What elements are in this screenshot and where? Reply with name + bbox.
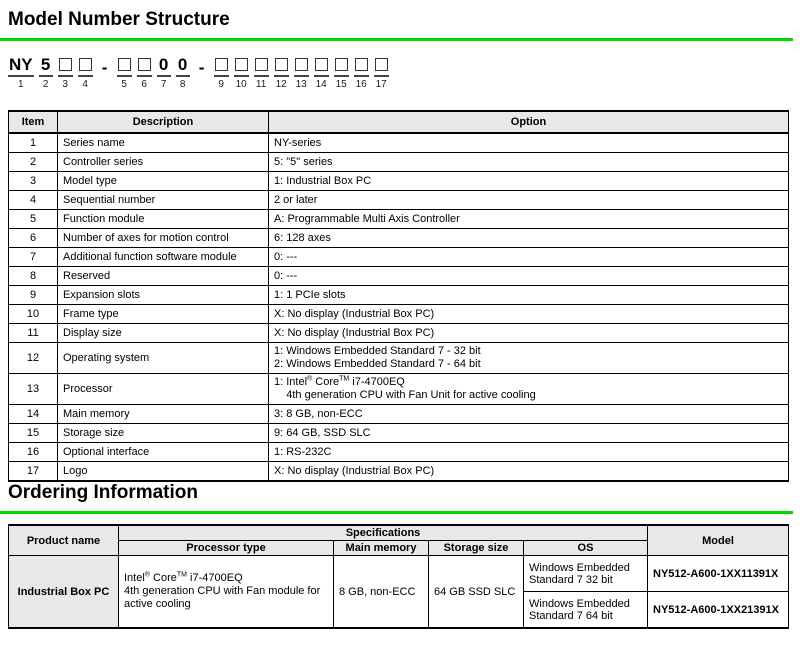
model-code bbox=[8, 55, 807, 90]
model-code-position-11 bbox=[254, 58, 269, 90]
model-code-position-16 bbox=[354, 58, 369, 90]
ordering-information-title: Ordering Information bbox=[8, 482, 198, 503]
item-cell: 12 bbox=[9, 343, 58, 374]
position-number: 14 bbox=[315, 79, 327, 90]
model-code-position-2: 5 2 bbox=[39, 58, 53, 90]
empty-digit-box bbox=[295, 58, 308, 71]
option-cell bbox=[269, 286, 789, 305]
empty-digit-box bbox=[215, 58, 228, 71]
description-cell: Logo bbox=[58, 462, 269, 482]
option-cell bbox=[269, 229, 789, 248]
header-processor-type: Processor type bbox=[119, 541, 334, 556]
model-table-row bbox=[9, 286, 789, 305]
description-cell: Processor bbox=[58, 374, 269, 405]
model-code-position-6 bbox=[137, 58, 152, 90]
text-line: 4th generation CPU with Fan Unit for active cooling bbox=[274, 389, 536, 401]
position-number: 12 bbox=[275, 79, 287, 90]
model-table-body bbox=[9, 133, 789, 481]
text-line: 1: 1 PCIe slots bbox=[274, 288, 346, 301]
text-line: 0: --- bbox=[274, 269, 298, 282]
header-os: OS bbox=[524, 541, 648, 556]
empty-digit-box bbox=[355, 58, 368, 71]
text-line: 1: Industrial Box PC bbox=[274, 174, 372, 187]
model-code-position-9 bbox=[214, 58, 229, 90]
model-table-row bbox=[9, 424, 789, 443]
item-cell: 13 bbox=[9, 374, 58, 405]
item-cell: 1 bbox=[9, 133, 58, 153]
model-table-row bbox=[9, 210, 789, 229]
model-table-row bbox=[9, 374, 789, 405]
model-number-table bbox=[8, 110, 789, 482]
text-line: 4th generation CPU with Fan module for active cooling bbox=[124, 585, 324, 610]
item-cell: 3 bbox=[9, 172, 58, 191]
model-code-position-7: 0 7 bbox=[157, 58, 171, 90]
header-product-name: Product name bbox=[9, 525, 119, 556]
ordering-table-wrap bbox=[0, 524, 807, 629]
text-line: X: No display (Industrial Box PC) bbox=[274, 464, 435, 477]
text-line: 9: 64 GB, SSD SLC bbox=[274, 426, 371, 439]
empty-digit-box bbox=[235, 58, 248, 71]
position-number: 1 bbox=[18, 79, 24, 90]
empty-digit-box bbox=[335, 58, 348, 71]
description-cell: Frame type bbox=[58, 305, 269, 324]
option-cell bbox=[269, 374, 789, 405]
model-code-position-5 bbox=[117, 58, 132, 90]
model-table-row bbox=[9, 443, 789, 462]
ordering-processor-cell bbox=[119, 556, 334, 629]
text-line: 2 or later bbox=[274, 193, 318, 206]
option-cell bbox=[269, 153, 789, 172]
position-number: 15 bbox=[335, 79, 347, 90]
option-cell bbox=[269, 133, 789, 153]
model-code-position-13 bbox=[294, 58, 309, 90]
item-cell: 14 bbox=[9, 405, 58, 424]
description-cell: Additional function software module bbox=[58, 248, 269, 267]
model-code-position-17 bbox=[374, 58, 389, 90]
position-number: 10 bbox=[235, 79, 247, 90]
description-cell: Reserved bbox=[58, 267, 269, 286]
ordering-row-32bit bbox=[9, 556, 789, 592]
description-cell: Display size bbox=[58, 324, 269, 343]
position-number: 4 bbox=[82, 79, 88, 90]
item-cell: 7 bbox=[9, 248, 58, 267]
ordering-header-row-1 bbox=[9, 525, 789, 541]
header-specifications: Specifications bbox=[119, 525, 648, 541]
option-cell bbox=[269, 424, 789, 443]
main-memory-cell: 8 GB, non-ECC bbox=[334, 556, 429, 629]
description-cell: Operating system bbox=[58, 343, 269, 374]
description-cell: Number of axes for motion control bbox=[58, 229, 269, 248]
item-cell: 11 bbox=[9, 324, 58, 343]
model-code-position-10 bbox=[234, 58, 249, 90]
empty-digit-box bbox=[138, 58, 151, 71]
text-line: 5: "5" series bbox=[274, 155, 333, 168]
model-number-table-wrap bbox=[0, 110, 807, 482]
option-cell bbox=[269, 324, 789, 343]
text-line: 2: Windows Embedded Standard 7 - 64 bit bbox=[274, 358, 481, 370]
option-cell bbox=[269, 343, 789, 374]
model-code-dash: - bbox=[198, 58, 205, 77]
os-cell: Windows Embedded Standard 7 32 bit bbox=[524, 556, 648, 592]
model-table-row bbox=[9, 305, 789, 324]
model-code-position-15 bbox=[334, 58, 349, 90]
model-table-row bbox=[9, 248, 789, 267]
description-cell: Optional interface bbox=[58, 443, 269, 462]
description-cell: Function module bbox=[58, 210, 269, 229]
item-cell: 4 bbox=[9, 191, 58, 210]
text-line: 1: RS-232C bbox=[274, 445, 332, 458]
option-cell bbox=[269, 210, 789, 229]
option-cell bbox=[269, 267, 789, 286]
text-line: 6: 128 axes bbox=[274, 231, 331, 244]
text-line: 1: Windows Embedded Standard 7 - 32 bit bbox=[274, 345, 481, 357]
item-cell: 10 bbox=[9, 305, 58, 324]
description-cell: Sequential number bbox=[58, 191, 269, 210]
model-table-row bbox=[9, 267, 789, 286]
empty-digit-box bbox=[255, 58, 268, 71]
text-line: NY-series bbox=[274, 136, 322, 149]
model-code-position-14 bbox=[314, 58, 329, 90]
empty-digit-box bbox=[79, 58, 92, 71]
section-divider-rule bbox=[0, 511, 793, 514]
position-number: 8 bbox=[179, 79, 186, 90]
position-number: 13 bbox=[295, 79, 307, 90]
model-table-row bbox=[9, 133, 789, 153]
position-number: 9 bbox=[218, 79, 224, 90]
product-name-cell: Industrial Box PC bbox=[9, 556, 119, 629]
empty-digit-box bbox=[118, 58, 131, 71]
option-cell bbox=[269, 172, 789, 191]
model-code-position-1: NY 1 bbox=[9, 55, 33, 90]
model-table-row bbox=[9, 191, 789, 210]
position-number: 11 bbox=[255, 79, 267, 90]
model-table-row bbox=[9, 153, 789, 172]
position-number: 6 bbox=[141, 79, 147, 90]
model-table-row bbox=[9, 172, 789, 191]
text-line: A: Programmable Multi Axis Controller bbox=[274, 212, 460, 225]
item-cell: 15 bbox=[9, 424, 58, 443]
model-table-row bbox=[9, 343, 789, 374]
empty-digit-box bbox=[59, 58, 72, 71]
description-cell: Main memory bbox=[58, 405, 269, 424]
header-item: Item bbox=[9, 111, 58, 133]
description-cell: Expansion slots bbox=[58, 286, 269, 305]
model-table-header-row bbox=[9, 111, 789, 133]
description-cell: Model type bbox=[58, 172, 269, 191]
text-line: X: No display (Industrial Box PC) bbox=[274, 307, 435, 320]
section-divider-rule bbox=[0, 38, 793, 41]
empty-digit-box bbox=[275, 58, 288, 71]
position-number: 7 bbox=[160, 79, 167, 90]
item-cell: 9 bbox=[9, 286, 58, 305]
header-description: Description bbox=[58, 111, 269, 133]
empty-digit-box bbox=[375, 58, 388, 71]
option-cell bbox=[269, 191, 789, 210]
text-line: X: No display (Industrial Box PC) bbox=[274, 326, 435, 339]
item-cell: 6 bbox=[9, 229, 58, 248]
model-table-row bbox=[9, 324, 789, 343]
item-cell: 2 bbox=[9, 153, 58, 172]
option-cell bbox=[269, 248, 789, 267]
header-main-memory: Main memory bbox=[334, 541, 429, 556]
model-table-row bbox=[9, 462, 789, 482]
header-storage-size: Storage size bbox=[429, 541, 524, 556]
item-cell: 8 bbox=[9, 267, 58, 286]
position-number: 5 bbox=[121, 79, 127, 90]
model-code-position-4 bbox=[78, 58, 93, 90]
model-code-dash: - bbox=[101, 58, 108, 77]
model-number-cell: NY512-A600-1XX11391X bbox=[648, 556, 789, 592]
description-cell: Storage size bbox=[58, 424, 269, 443]
option-cell bbox=[269, 405, 789, 424]
os-cell: Windows Embedded Standard 7 64 bit bbox=[524, 592, 648, 629]
empty-digit-box bbox=[315, 58, 328, 71]
text-line: Intel® Core™ i7-4700EQ bbox=[124, 571, 243, 584]
position-number: 16 bbox=[355, 79, 367, 90]
model-number-structure-title: Model Number Structure bbox=[8, 9, 230, 30]
text-line: 1: Intel® Core™ i7-4700EQ bbox=[274, 375, 405, 388]
position-number: 3 bbox=[62, 79, 68, 90]
option-cell bbox=[269, 443, 789, 462]
option-cell bbox=[269, 305, 789, 324]
description-cell: Series name bbox=[58, 133, 269, 153]
item-cell: 5 bbox=[9, 210, 58, 229]
text-line: 0: --- bbox=[274, 250, 298, 263]
position-number: 2 bbox=[42, 79, 49, 90]
item-cell: 17 bbox=[9, 462, 58, 482]
header-option: Option bbox=[269, 111, 789, 133]
model-code-position-3 bbox=[58, 58, 73, 90]
text-line: 3: 8 GB, non-ECC bbox=[274, 407, 363, 420]
item-cell: 16 bbox=[9, 443, 58, 462]
header-model: Model bbox=[648, 525, 789, 556]
ordering-table bbox=[8, 524, 789, 629]
model-number-cell: NY512-A600-1XX21391X bbox=[648, 592, 789, 629]
model-code-position-8: 0 8 bbox=[176, 58, 190, 90]
description-cell: Controller series bbox=[58, 153, 269, 172]
model-code-position-12 bbox=[274, 58, 289, 90]
model-table-row bbox=[9, 229, 789, 248]
storage-size-cell: 64 GB SSD SLC bbox=[429, 556, 524, 629]
position-number: 17 bbox=[375, 79, 387, 90]
model-table-row bbox=[9, 405, 789, 424]
option-cell bbox=[269, 462, 789, 482]
